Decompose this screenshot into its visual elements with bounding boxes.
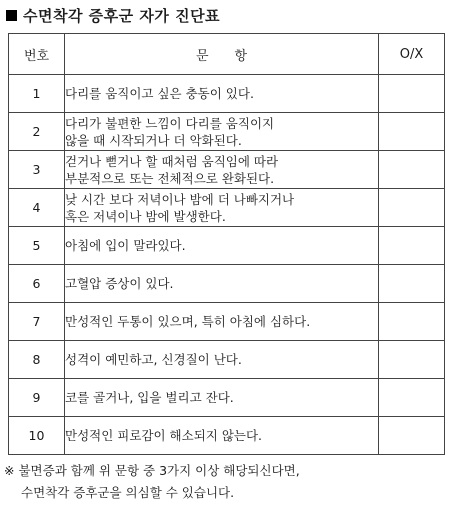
statement-line: 않을 때 시작되거나 더 악화된다. <box>65 132 242 148</box>
header-check: O/X <box>379 34 445 75</box>
statement-line: 만성적인 피로감이 해소되지 않는다. <box>65 428 263 443</box>
statement-line: 아침에 입이 말라있다. <box>65 238 186 253</box>
table-row <box>9 113 445 151</box>
table-row <box>9 303 445 341</box>
row-number: 9 <box>9 379 65 417</box>
check-cell[interactable] <box>379 379 445 417</box>
row-statement <box>65 113 379 151</box>
check-cell[interactable] <box>379 341 445 379</box>
row-statement <box>65 151 379 189</box>
statement-line: 걷거나 뻗거나 할 때처럼 움직임에 따라 <box>65 153 279 169</box>
check-cell[interactable] <box>379 189 445 227</box>
row-statement <box>65 379 379 417</box>
table-row <box>9 189 445 227</box>
row-statement <box>65 341 379 379</box>
table-row <box>9 265 445 303</box>
title-text: 수면착각 증후군 자가 진단표 <box>23 6 221 25</box>
check-cell[interactable] <box>379 303 445 341</box>
document-title <box>6 4 220 26</box>
footnote <box>4 460 300 504</box>
table-row <box>9 417 445 455</box>
statement-line: 낮 시간 보다 저녁이나 밤에 더 나빠지거나 <box>65 191 295 207</box>
check-cell[interactable] <box>379 75 445 113</box>
table-header-row <box>9 34 445 75</box>
table-row <box>9 341 445 379</box>
header-content: 문항 <box>65 34 379 75</box>
row-statement <box>65 265 379 303</box>
row-number: 10 <box>9 417 65 455</box>
row-number: 4 <box>9 189 65 227</box>
row-number: 7 <box>9 303 65 341</box>
table-row <box>9 75 445 113</box>
check-cell[interactable] <box>379 265 445 303</box>
check-cell[interactable] <box>379 113 445 151</box>
statement-line: 고혈압 증상이 있다. <box>65 276 174 291</box>
row-statement <box>65 189 379 227</box>
statement-line: 다리가 불편한 느낌이 다리를 움직이지 <box>65 115 275 131</box>
diagnosis-table <box>8 33 445 455</box>
statement-line: 부분적으로 또는 전체적으로 완화된다. <box>65 170 275 186</box>
table-row <box>9 227 445 265</box>
row-statement <box>65 303 379 341</box>
check-cell[interactable] <box>379 151 445 189</box>
statement-line: 혹은 저녁이나 밤에 발생한다. <box>65 208 226 224</box>
row-statement <box>65 75 379 113</box>
row-number: 6 <box>9 265 65 303</box>
footnote-line-1: 불면증과 함께 위 문항 중 3가지 이상 해당되신다면, <box>18 463 300 478</box>
row-statement <box>65 417 379 455</box>
row-number: 2 <box>9 113 65 151</box>
row-number: 3 <box>9 151 65 189</box>
check-cell[interactable] <box>379 227 445 265</box>
statement-line: 만성적인 두통이 있으며, 특히 아침에 심하다. <box>65 314 311 329</box>
table-row <box>9 151 445 189</box>
statement-line: 코를 골거나, 입을 벌리고 잔다. <box>65 390 234 405</box>
row-number: 8 <box>9 341 65 379</box>
row-statement <box>65 227 379 265</box>
statement-line: 다리를 움직이고 싶은 충동이 있다. <box>65 86 254 101</box>
statement-line: 성격이 예민하고, 신경질이 난다. <box>65 352 242 367</box>
check-cell[interactable] <box>379 417 445 455</box>
square-bullet-icon <box>6 10 17 21</box>
header-number: 번호 <box>9 34 65 75</box>
footnote-line-2: 수면착각 증후군을 의심할 수 있습니다. <box>21 485 235 500</box>
row-number: 5 <box>9 227 65 265</box>
reference-mark-icon: ※ <box>4 463 15 478</box>
row-number: 1 <box>9 75 65 113</box>
table-row <box>9 379 445 417</box>
